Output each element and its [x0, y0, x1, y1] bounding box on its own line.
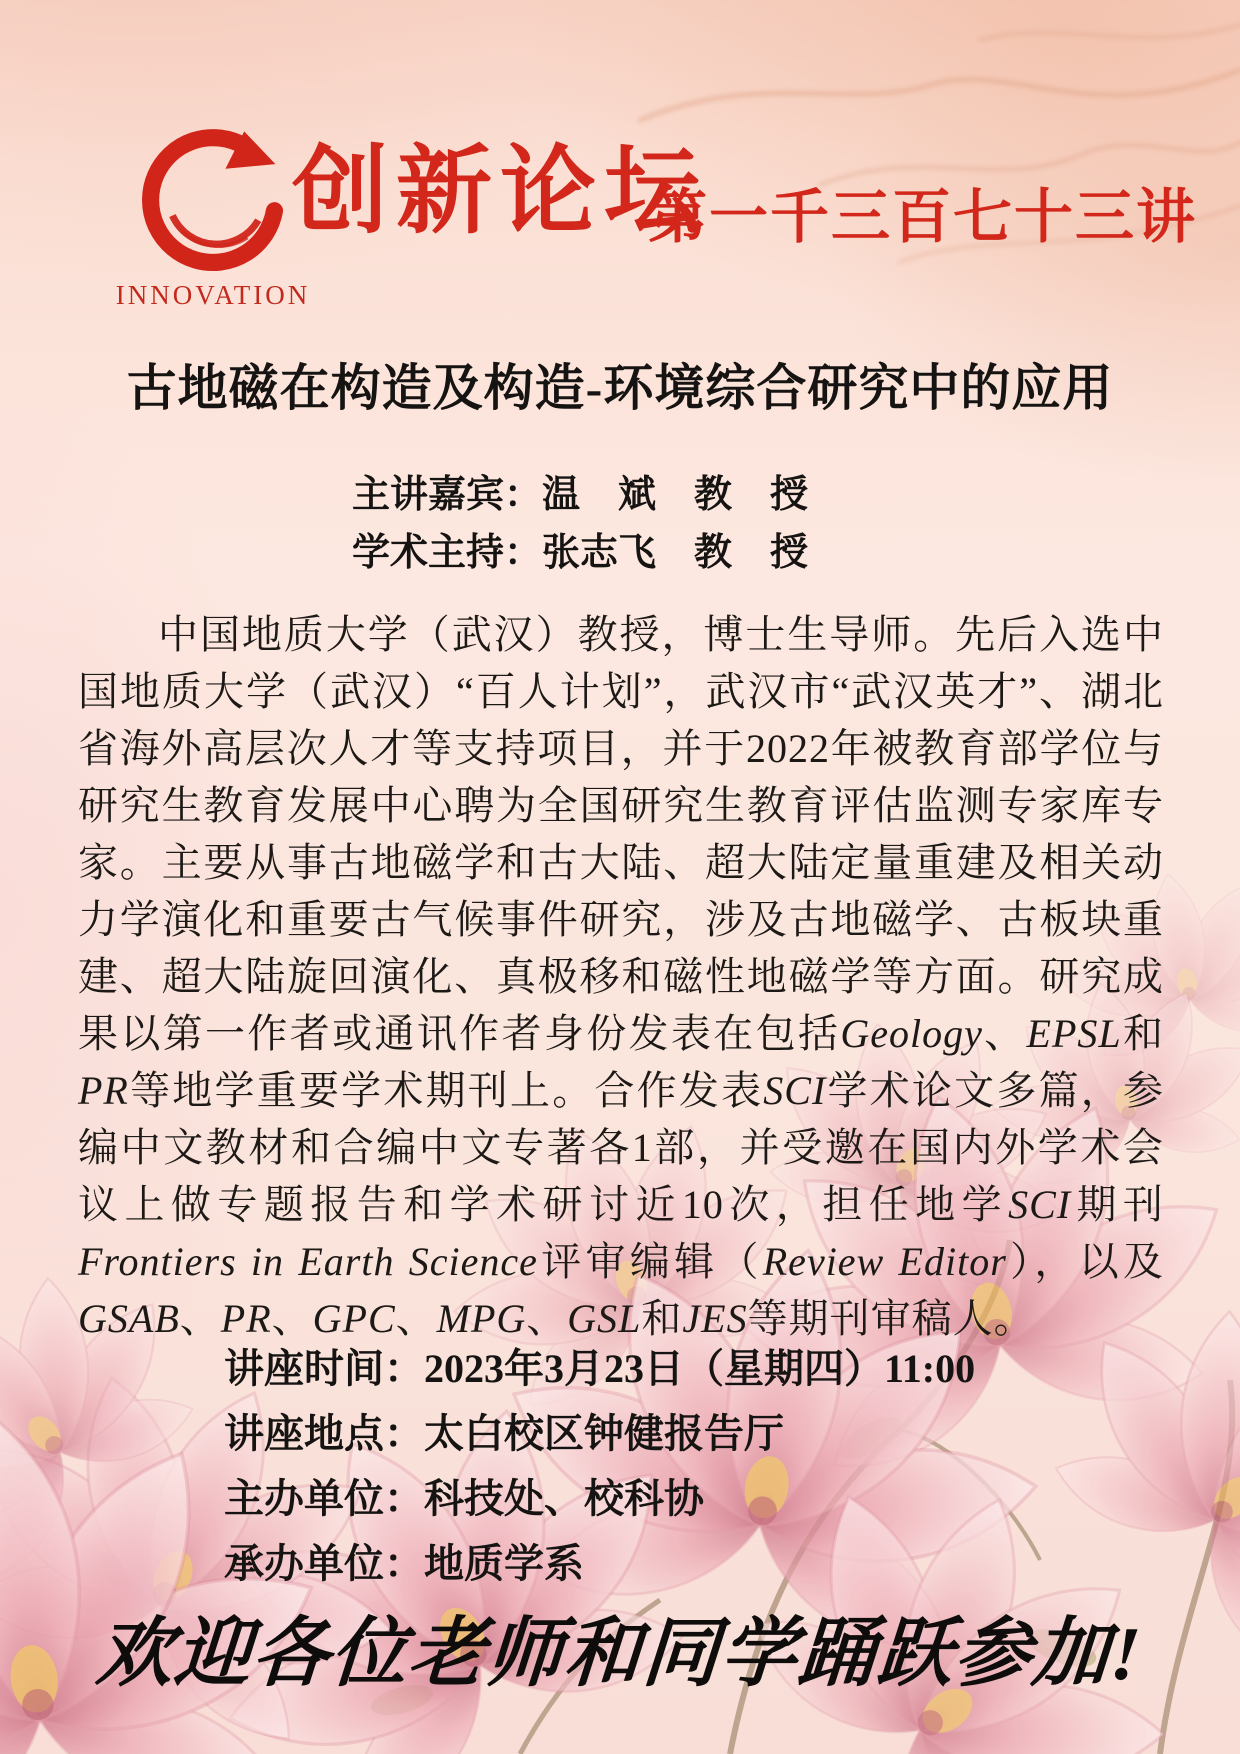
speaker-label: 主讲嘉宾：	[352, 474, 543, 516]
detail-undertaker-label: 承办单位：	[224, 1541, 424, 1586]
speaker-bio-text: 中国地质大学（武汉）教授，博士生导师。先后入选中国地质大学（武汉）“百人计划”，武汉市“武汉英才”、湖北省海外高层次人才等支持项目，并于2022年被教育部学位与研究生教育发展中心聘为全国研究生教育评估监测专家库专家。主要从事古地磁学和古大陆、超大陆定量重建及相关动力学演化和重要古气候事件研究，涉及古地磁学、古板块重建、超大陆旋回演化、真极移和磁性地磁学等方面。研究成果以第一作者或通讯作者身份发表在包括Geology、EPSL和PR等地学重要学术期刊上。合作发表SCI学术论文多篇，参编中文教材和合编中文专著各1部，并受邀在国内外学术会议上做专题报告和学术研讨近10次，担任地学SCI期刊Frontiers in Earth Science评审编辑（Review Editor），以及GSAB、PR、GPC、MPG、GSL和JES等期刊审稿人。	[78, 612, 1165, 1341]
welcome-calligraphy: 欢迎各位老师和同学踊跃参加!	[93, 1612, 1146, 1696]
session-number-label: 第一千三百七十三讲	[648, 184, 1198, 250]
speakers-block	[352, 466, 808, 582]
speaker-name: 温 斌 教 授	[542, 474, 809, 516]
host-name: 张志飞 教 授	[542, 532, 809, 574]
detail-row-undertaker	[224, 1531, 975, 1596]
detail-organizer-label: 主办单位：	[224, 1476, 424, 1521]
logo-caption: INNOVATION	[115, 280, 311, 310]
host-row	[352, 524, 808, 582]
detail-time-label: 讲座时间：	[224, 1346, 424, 1391]
host-label: 学术主持：	[352, 532, 543, 574]
detail-row-time	[224, 1336, 975, 1401]
forum-title: 创新论坛	[292, 138, 708, 245]
speaker-row	[352, 466, 808, 524]
lecture-details-block	[224, 1336, 975, 1596]
logo-block	[108, 122, 318, 311]
detail-row-organizer	[224, 1466, 975, 1531]
detail-row-location	[224, 1401, 975, 1466]
detail-location-label: 讲座地点：	[224, 1411, 424, 1456]
detail-location-value: 太白校区钟健报告厅	[424, 1411, 784, 1456]
innovation-enso-logo-icon	[135, 122, 291, 278]
detail-undertaker-value: 地质学系	[424, 1541, 584, 1586]
detail-organizer-value: 科技处、校科协	[424, 1476, 704, 1521]
lecture-title: 古地磁在构造及构造-环境综合研究中的应用	[126, 360, 1114, 416]
detail-time-value: 2023年3月23日（星期四）11:00	[424, 1346, 976, 1391]
